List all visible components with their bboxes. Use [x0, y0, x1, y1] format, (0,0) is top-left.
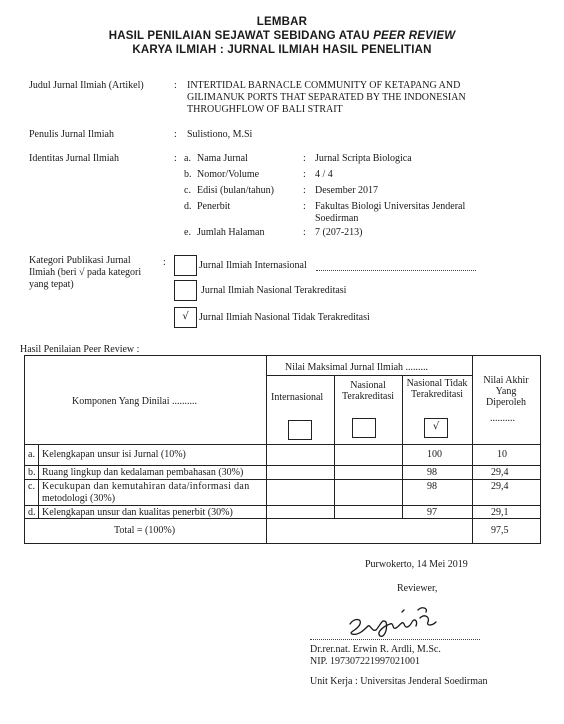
- row-a-final: 10: [497, 449, 507, 460]
- category-label-1: Kategori Publikasi Jurnal: [29, 255, 131, 266]
- identity-label-d: Penerbit: [197, 201, 231, 212]
- colon: :: [303, 185, 306, 196]
- colon: :: [174, 80, 177, 91]
- signature-dot-line: [310, 639, 480, 640]
- author-value: Sulistiono, M.Si: [187, 129, 253, 140]
- doc-title-line1: LEMBAR: [256, 16, 308, 28]
- identity-key-c: c.: [184, 185, 191, 196]
- total-value: 97,5: [491, 525, 509, 536]
- doc-title-line2-italic: PEER REVIEW: [373, 30, 456, 42]
- identity-label-e: Jumlah Halaman: [197, 227, 265, 238]
- identity-value-c: Desember 2017: [315, 185, 379, 196]
- colon: :: [163, 257, 166, 268]
- category-dot-leader: [316, 270, 476, 271]
- category-label-2: Ilmiah (beri √ pada kategori: [29, 267, 142, 278]
- colon: :: [174, 129, 177, 140]
- identity-value-d: Fakultas Biologi Universitas Jenderal: [315, 201, 466, 212]
- row-c-max: 98: [427, 481, 437, 492]
- identity-value-e: 7 (207-213): [315, 227, 363, 238]
- col-header-final: Nilai Akhir Yang Diperoleh: [483, 375, 529, 408]
- category-option-international: Jurnal Ilmiah Internasional: [199, 260, 307, 271]
- identity-key-d: d.: [184, 201, 192, 212]
- row-d-key: d.: [28, 507, 36, 518]
- row-a-max: 100: [427, 449, 442, 460]
- checkbox-national-accredited[interactable]: [352, 418, 376, 438]
- title-line-3: THROUGHFLOW OF BALI STRAIT: [187, 104, 343, 115]
- identity-key-e: e.: [184, 227, 191, 238]
- row-c-label2: metodologi (30%): [42, 493, 116, 504]
- reviewer-unit: Unit Kerja : Universitas Jenderal Soedirman: [310, 676, 488, 687]
- doc-title-line3: KARYA ILMIAH : JURNAL ILMIAH HASIL PENELITIAN: [132, 44, 432, 56]
- row-b-label: Ruang lingkup dan kedalaman pembahasan (30%): [42, 467, 244, 478]
- table-border-right: [540, 355, 541, 544]
- doc-title-line2-main: HASIL PENILAIAN SEJAWAT SEBIDANG ATAU: [108, 30, 374, 42]
- identity-key-b: b.: [184, 169, 192, 180]
- identity-label-c: Edisi (bulan/tahun): [197, 185, 274, 196]
- table-hline-b: [24, 479, 541, 480]
- table-hline-a: [24, 465, 541, 466]
- table-vline-1: [266, 355, 267, 543]
- identity-label-b: Nomor/Volume: [197, 169, 260, 180]
- label-penulis: Penulis Jurnal Ilmiah: [29, 129, 114, 140]
- col-header-national-nonaccredited: Nasional Tidak Terakreditasi: [406, 378, 468, 400]
- identity-key-a: a.: [184, 153, 191, 164]
- table-hline-header: [24, 444, 541, 445]
- identity-value-d2: Soedirman: [315, 213, 359, 224]
- row-a-label: Kelengkapan unsur isi Jurnal (10%): [42, 449, 186, 460]
- table-vline-3: [402, 375, 403, 518]
- reviewer-role: Reviewer,: [397, 583, 438, 594]
- category-checkbox-national-accredited[interactable]: [174, 280, 197, 301]
- reviewer-name: Dr.rer.nat. Erwin R. Ardli, M.Sc.: [310, 644, 441, 655]
- identity-label-a: Nama Jurnal: [197, 153, 248, 164]
- title-line-1: INTERTIDAL BARNACLE COMMUNITY OF KETAPANG AND: [187, 80, 461, 91]
- label-judul: Judul Jurnal Ilmiah (Artikel): [29, 80, 144, 91]
- col-header-component: Komponen Yang Dinilai ..........: [72, 396, 197, 407]
- table-vline-4: [472, 355, 473, 543]
- category-mark-national-nonaccredited: √: [182, 311, 189, 322]
- place-date: Purwokerto, 14 Mei 2019: [365, 559, 468, 570]
- row-a-key: a.: [28, 449, 35, 460]
- col-header-national-accredited: Nasional Terakreditasi: [341, 380, 395, 402]
- category-label-3: yang tepat): [29, 279, 74, 290]
- total-label: Total = (100%): [114, 525, 176, 536]
- colon: :: [303, 227, 306, 238]
- table-border-bottom: [24, 543, 541, 544]
- table-border-left: [24, 355, 25, 544]
- identity-value-a: Jurnal Scripta Biologica: [315, 153, 412, 164]
- table-key-col-line: [38, 444, 39, 519]
- colon: :: [303, 201, 306, 212]
- row-b-final: 29,4: [491, 467, 509, 478]
- reviewer-nip: NIP. 197307221997021001: [310, 656, 421, 667]
- row-d-max: 97: [427, 507, 437, 518]
- identity-value-b: 4 / 4: [315, 169, 333, 180]
- doc-title-line2: [0, 30, 564, 43]
- col-header-group: Nilai Maksimal Jurnal Ilmiah .........: [285, 362, 429, 373]
- table-vline-2: [334, 375, 335, 518]
- table-subheader-line: [266, 375, 472, 376]
- col-header-final-dots: ..........: [490, 413, 515, 424]
- row-c-label: Kecukupan dan kemutahiran data/informasi dan: [42, 481, 250, 492]
- checkbox-international[interactable]: [288, 420, 312, 440]
- row-b-key: b.: [28, 467, 36, 478]
- label-identitas: Identitas Jurnal Ilmiah: [29, 153, 119, 164]
- colon: :: [174, 153, 177, 164]
- table-hline-c: [24, 505, 541, 506]
- row-c-key: c.: [28, 481, 35, 492]
- row-d-label: Kelengkapan unsur dan kualitas penerbit (30%): [42, 507, 233, 518]
- category-option-national-nonaccredited: Jurnal Ilmiah Nasional Tidak Terakreditasi: [199, 312, 370, 323]
- table-border-top: [24, 355, 541, 356]
- colon: :: [303, 169, 306, 180]
- reviewer-signature: [340, 596, 450, 642]
- check-mark-national-nonaccredited: √: [432, 421, 440, 432]
- row-c-final: 29,4: [491, 481, 509, 492]
- col-header-international: Internasional: [271, 392, 324, 403]
- review-caption: Hasil Penilaian Peer Review :: [20, 344, 140, 355]
- title-line-2: GILIMANUK PORTS THAT SEPARATED BY THE INDONESIAN: [187, 92, 466, 103]
- category-checkbox-international[interactable]: [174, 255, 197, 276]
- row-d-final: 29,1: [491, 507, 509, 518]
- row-b-max: 98: [427, 467, 437, 478]
- category-option-national-accredited: Jurnal Ilmiah Nasional Terakreditasi: [201, 285, 347, 296]
- colon: :: [303, 153, 306, 164]
